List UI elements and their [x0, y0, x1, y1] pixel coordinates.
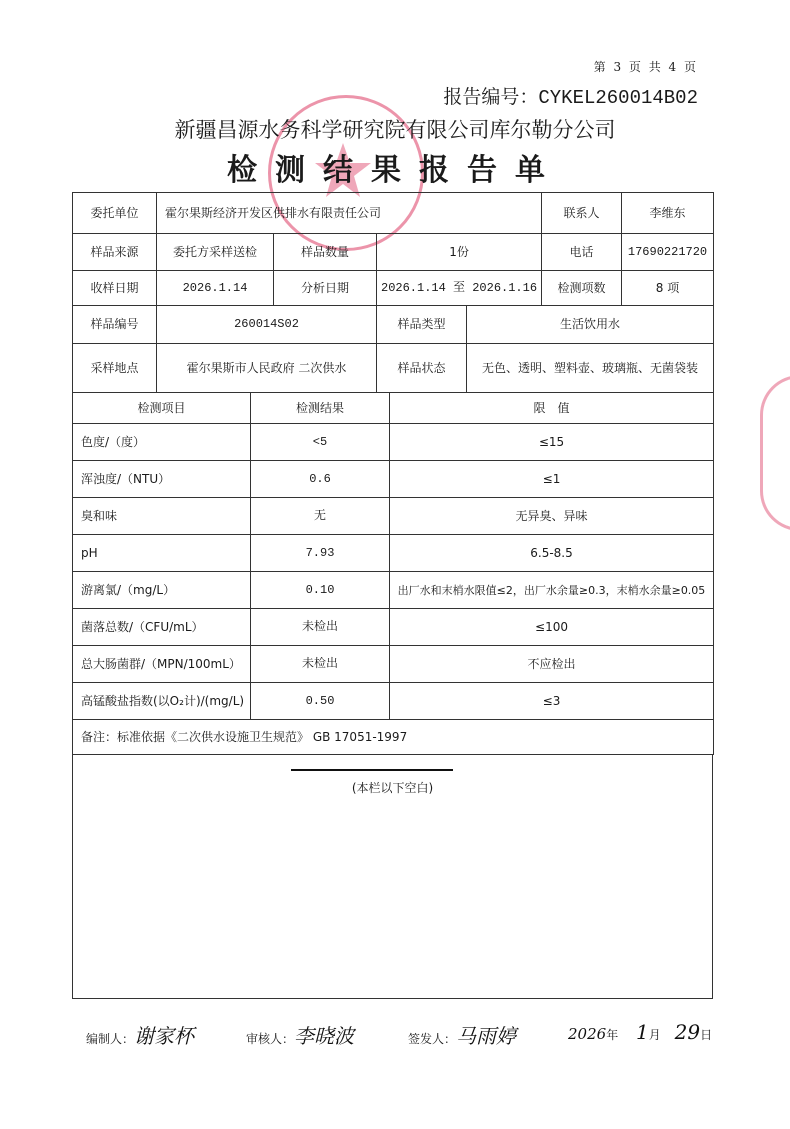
quantity-value: 1份 — [377, 234, 542, 271]
location-value: 霍尔果斯市人民政府 二次供水 — [157, 344, 377, 393]
result-limit: 6.5-8.5 — [390, 535, 714, 572]
year-char: 年 — [606, 1028, 619, 1042]
day-char: 日 — [700, 1028, 713, 1042]
received-label: 收样日期 — [73, 271, 157, 306]
document-title: 检测结果报告单 — [227, 153, 563, 188]
client-value: 霍尔果斯经济开发区供排水有限责任公司 — [157, 193, 542, 234]
compiler-signature: 谢家杯 — [134, 1024, 195, 1048]
result-value: 0.6 — [251, 461, 390, 498]
compiler-label: 编制人： — [86, 1032, 135, 1046]
items-count-label: 检测项数 — [542, 271, 622, 306]
result-row — [73, 424, 714, 461]
analysis-value: 2026.1.14 至 2026.1.16 — [377, 271, 542, 306]
result-item: 浑浊度/（NTU） — [73, 461, 251, 498]
result-row — [73, 572, 714, 609]
result-limit: 出厂水和末梢水限值≤2，出厂水余量≥0.3，末梢水余量≥0.05 — [390, 572, 714, 609]
date-day: 29 — [674, 1020, 701, 1044]
results-table — [72, 392, 714, 755]
received-value: 2026.1.14 — [157, 271, 274, 306]
result-row — [73, 461, 714, 498]
result-item: pH — [73, 535, 251, 572]
contact-label: 联系人 — [542, 193, 622, 234]
header-result: 检测结果 — [251, 393, 390, 424]
contact-value: 李维东 — [622, 193, 714, 234]
date-month: 1 — [636, 1020, 649, 1044]
compiler — [86, 1020, 194, 1049]
result-row — [73, 609, 714, 646]
blank-note: (本栏以下空白) — [351, 781, 434, 795]
result-row — [73, 646, 714, 683]
result-limit: ≤3 — [390, 683, 714, 720]
client-label: 委托单位 — [73, 193, 157, 234]
date-year: 2026 — [568, 1025, 607, 1043]
sample-id-value: 260014S02 — [157, 306, 377, 344]
result-limit: 不应检出 — [390, 646, 714, 683]
sample-type-label: 样品类型 — [377, 306, 467, 344]
seam-seal — [760, 375, 790, 531]
result-limit: ≤1 — [390, 461, 714, 498]
report-number — [443, 86, 698, 110]
phone-value: 17690221720 — [622, 234, 714, 271]
reviewer — [246, 1020, 354, 1049]
report-sheet — [72, 192, 713, 999]
header-limit: 限 值 — [390, 393, 714, 424]
report-number-label: 报告编号： — [443, 87, 539, 109]
analysis-label: 分析日期 — [274, 271, 377, 306]
source-label: 样品来源 — [73, 234, 157, 271]
phone-label: 电话 — [542, 234, 622, 271]
result-item: 色度/（度） — [73, 424, 251, 461]
state-label: 样品状态 — [377, 344, 467, 393]
blank-divider — [291, 769, 453, 771]
sample-info-table — [72, 192, 714, 393]
result-value: 7.93 — [251, 535, 390, 572]
result-row — [73, 535, 714, 572]
month-char: 月 — [648, 1028, 661, 1042]
sample-type-value: 生活饮用水 — [467, 306, 714, 344]
result-row — [73, 683, 714, 720]
issue-date — [568, 1020, 712, 1044]
source-value: 委托方采样送检 — [157, 234, 274, 271]
result-value: 0.50 — [251, 683, 390, 720]
issuer — [408, 1020, 516, 1049]
report-number-value: CYKEL260014B02 — [538, 87, 698, 109]
result-value: 未检出 — [251, 609, 390, 646]
organization-name: 新疆昌源水务科学研究院有限公司库尔勒分公司 — [174, 118, 616, 142]
result-item: 臭和味 — [73, 498, 251, 535]
location-label: 采样地点 — [73, 344, 157, 393]
result-value: <5 — [251, 424, 390, 461]
result-item: 总大肠菌群/（MPN/100mL） — [73, 646, 251, 683]
result-value: 无 — [251, 498, 390, 535]
quantity-label: 样品数量 — [274, 234, 377, 271]
page-indicator: 第 3 页 共 4 页 — [593, 60, 698, 74]
result-limit: 无异臭、异味 — [390, 498, 714, 535]
issuer-label: 签发人： — [408, 1032, 457, 1046]
result-limit: ≤15 — [390, 424, 714, 461]
result-limit: ≤100 — [390, 609, 714, 646]
items-count-value: 8 项 — [622, 271, 714, 306]
result-item: 菌落总数/（CFU/mL） — [73, 609, 251, 646]
result-item: 高锰酸盐指数(以O₂计)/(mg/L) — [73, 683, 251, 720]
result-row — [73, 498, 714, 535]
blank-area — [72, 755, 713, 999]
reviewer-signature: 李晓波 — [294, 1024, 355, 1048]
result-item: 游离氯/（mg/L） — [73, 572, 251, 609]
issuer-signature: 马雨婷 — [456, 1024, 517, 1048]
state-value: 无色、透明、塑料壶、玻璃瓶、无菌袋装 — [467, 344, 714, 393]
sample-id-label: 样品编号 — [73, 306, 157, 344]
result-value: 0.10 — [251, 572, 390, 609]
remark: 备注：标准依据《二次供水设施卫生规范》 GB 17051-1997 — [73, 720, 714, 755]
result-value: 未检出 — [251, 646, 390, 683]
header-item: 检测项目 — [73, 393, 251, 424]
reviewer-label: 审核人： — [246, 1032, 295, 1046]
